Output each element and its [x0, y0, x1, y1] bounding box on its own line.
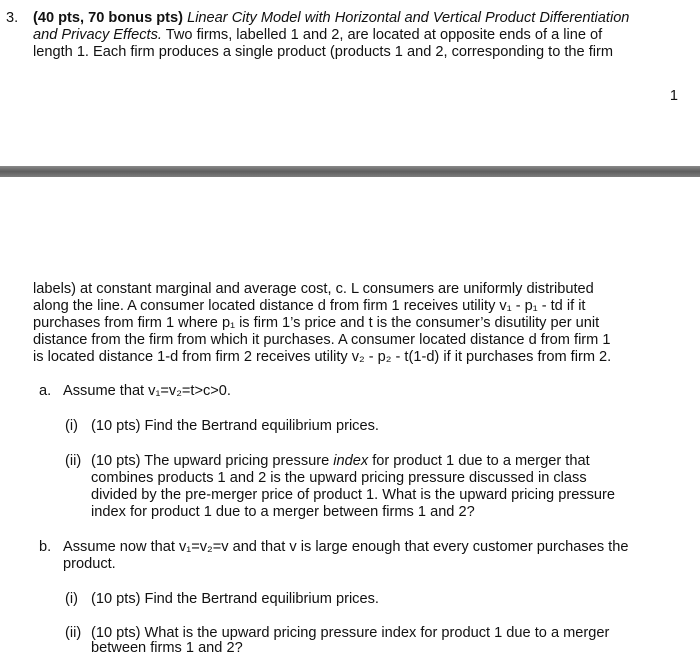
part-a-text: Assume that v₁=v₂=t>c>0. [63, 383, 231, 399]
question-title-cont: and Privacy Effects. [33, 27, 162, 43]
intro-line: distance from the firm from which it purchases. A consumer located distance d from firm 1 [33, 332, 611, 348]
part-a-ii-text-end: for product 1 due to a merger that [368, 453, 590, 469]
part-a-ii-line: combines products 1 and 2 is the upward pricing pressure discussed in class [91, 470, 587, 486]
part-a-label: a. [39, 383, 52, 399]
part-b-line: product. [63, 556, 116, 572]
part-b-ii-line: between firms 1 and 2? [91, 640, 243, 656]
part-a-i-label: (i) [65, 418, 78, 434]
page-break-divider [0, 166, 700, 177]
part-a-i-text: (10 pts) Find the Bertrand equilibrium prices. [91, 418, 379, 434]
part-b-ii-label: (ii) [65, 625, 82, 641]
part-a-ii-line: divided by the pre-merger price of product 1. What is the upward pricing pressure [91, 487, 616, 503]
part-a-ii-label: (ii) [65, 453, 82, 469]
part-b-i-label: (i) [65, 591, 78, 607]
points-label: (40 pts, 70 bonus pts) [33, 10, 184, 26]
question-line-2-text: Two firms, labelled 1 and 2, are located at opposite ends of a line of [161, 27, 603, 43]
part-b-label: b. [39, 539, 52, 555]
intro-line: labels) at constant marginal and average cost, c. L consumers are uniformly distributed [33, 281, 594, 297]
question-line-3: length 1. Each firm produces a single product (products 1 and 2, corresponding to the firm [33, 44, 614, 60]
page-number: 1 [669, 88, 678, 104]
intro-line: purchases from firm 1 where p₁ is firm 1’s price and t is the consumer’s disutility per unit [33, 315, 600, 331]
part-a-ii-line [91, 453, 590, 470]
intro-line: along the line. A consumer located distance d from firm 1 receives utility v₁ - p₁ - td if it [33, 298, 586, 314]
part-a-ii-line: index for product 1 due to a merger between firms 1 and 2? [91, 504, 475, 520]
question-heading-line [33, 10, 629, 27]
emphasis-index: index [333, 453, 369, 469]
question-title: Linear City Model with Horizontal and Vertical Product Differentiation [187, 10, 630, 26]
part-b-line: Assume now that v₁=v₂=v and that v is large enough that every customer purchases the [63, 539, 629, 555]
part-a-ii-text-start: (10 pts) The upward pricing pressure [91, 453, 334, 469]
question-line-2 [33, 27, 602, 44]
question-number: 3. [6, 10, 19, 26]
part-b-ii-line: (10 pts) What is the upward pricing pressure index for product 1 due to a merger [91, 625, 610, 641]
intro-line: is located distance 1-d from firm 2 receives utility v₂ - p₂ - t(1-d) if it purchases from firm 2. [33, 349, 612, 365]
part-b-i-text: (10 pts) Find the Bertrand equilibrium prices. [91, 591, 379, 607]
